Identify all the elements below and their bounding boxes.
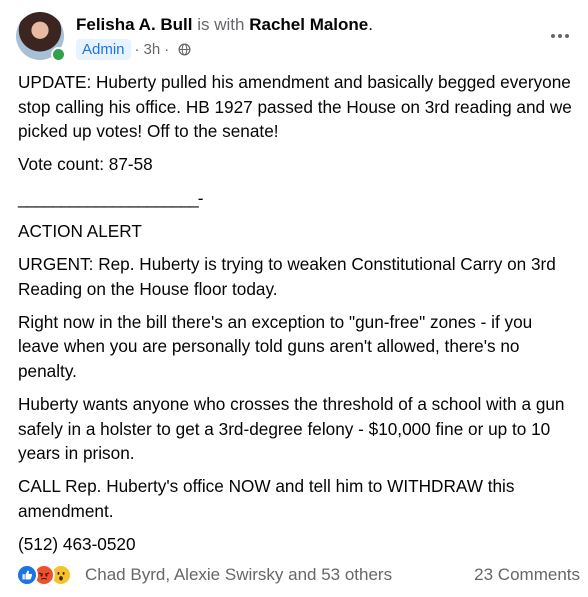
globe-icon[interactable] [178, 43, 191, 56]
post-divider-text: _____________________- [18, 187, 203, 208]
author-name-link[interactable]: Felisha A. Bull [76, 15, 193, 34]
post-paragraph-action-alert: ACTION ALERT [18, 220, 142, 241]
online-status-indicator [51, 47, 66, 62]
post-paragraph-exception: Right now in the bill there's an exception to "gun-free" zones - if you leave when you are personally told guns aren't allowed, there's no penalty. [18, 311, 533, 381]
with-text: is with [197, 15, 245, 34]
admin-badge: Admin [76, 39, 131, 60]
tagged-person-link[interactable]: Rachel Malone [249, 15, 369, 34]
meta-line [76, 39, 373, 60]
period: . [368, 15, 373, 34]
more-dot [551, 34, 555, 38]
reactors-link[interactable]: Chad Byrd, Alexie Swirsky and 53 others [85, 565, 393, 584]
like-icon [16, 564, 38, 586]
more-options-icon[interactable] [546, 26, 574, 46]
reaction-icons[interactable] [16, 564, 67, 586]
author-line [76, 14, 373, 35]
post-paragraph-call: CALL Rep. Huberty's office NOW and tell him to WITHDRAW this amendment. [18, 476, 515, 522]
post-paragraph-update: UPDATE: Huberty pulled his amendment and basically begged everyone stop calling his office. HB 1927 passed the House on 3rd reading and we picked up votes! Off to the senate! [18, 72, 572, 142]
post-paragraph-felony: Huberty wants anyone who crosses the threshold of a school with a gun safely in a holster to get a 3rd-degree felony - $10,000 fine or up to 10 years in prison. [18, 394, 565, 464]
more-dot [565, 34, 569, 38]
post-body [18, 70, 574, 565]
avatar-wrap[interactable] [16, 12, 64, 60]
post-paragraph-phone: (512) 463-0520 [18, 534, 136, 555]
comments-link[interactable]: 23 Comments [474, 565, 580, 584]
post-footer [16, 562, 580, 588]
post-header [16, 12, 578, 62]
meta-separator: · [134, 41, 140, 58]
post-paragraph-urgent: URGENT: Rep. Huberty is trying to weaken Constitutional Carry on 3rd Reading on the House floor today. [18, 253, 556, 299]
post-timestamp-link[interactable]: 3h [143, 41, 161, 58]
more-dot [558, 34, 562, 38]
meta-separator-2: · [164, 41, 170, 58]
post-paragraph-vote-count: Vote count: 87-58 [18, 154, 153, 175]
header-text [76, 14, 373, 60]
